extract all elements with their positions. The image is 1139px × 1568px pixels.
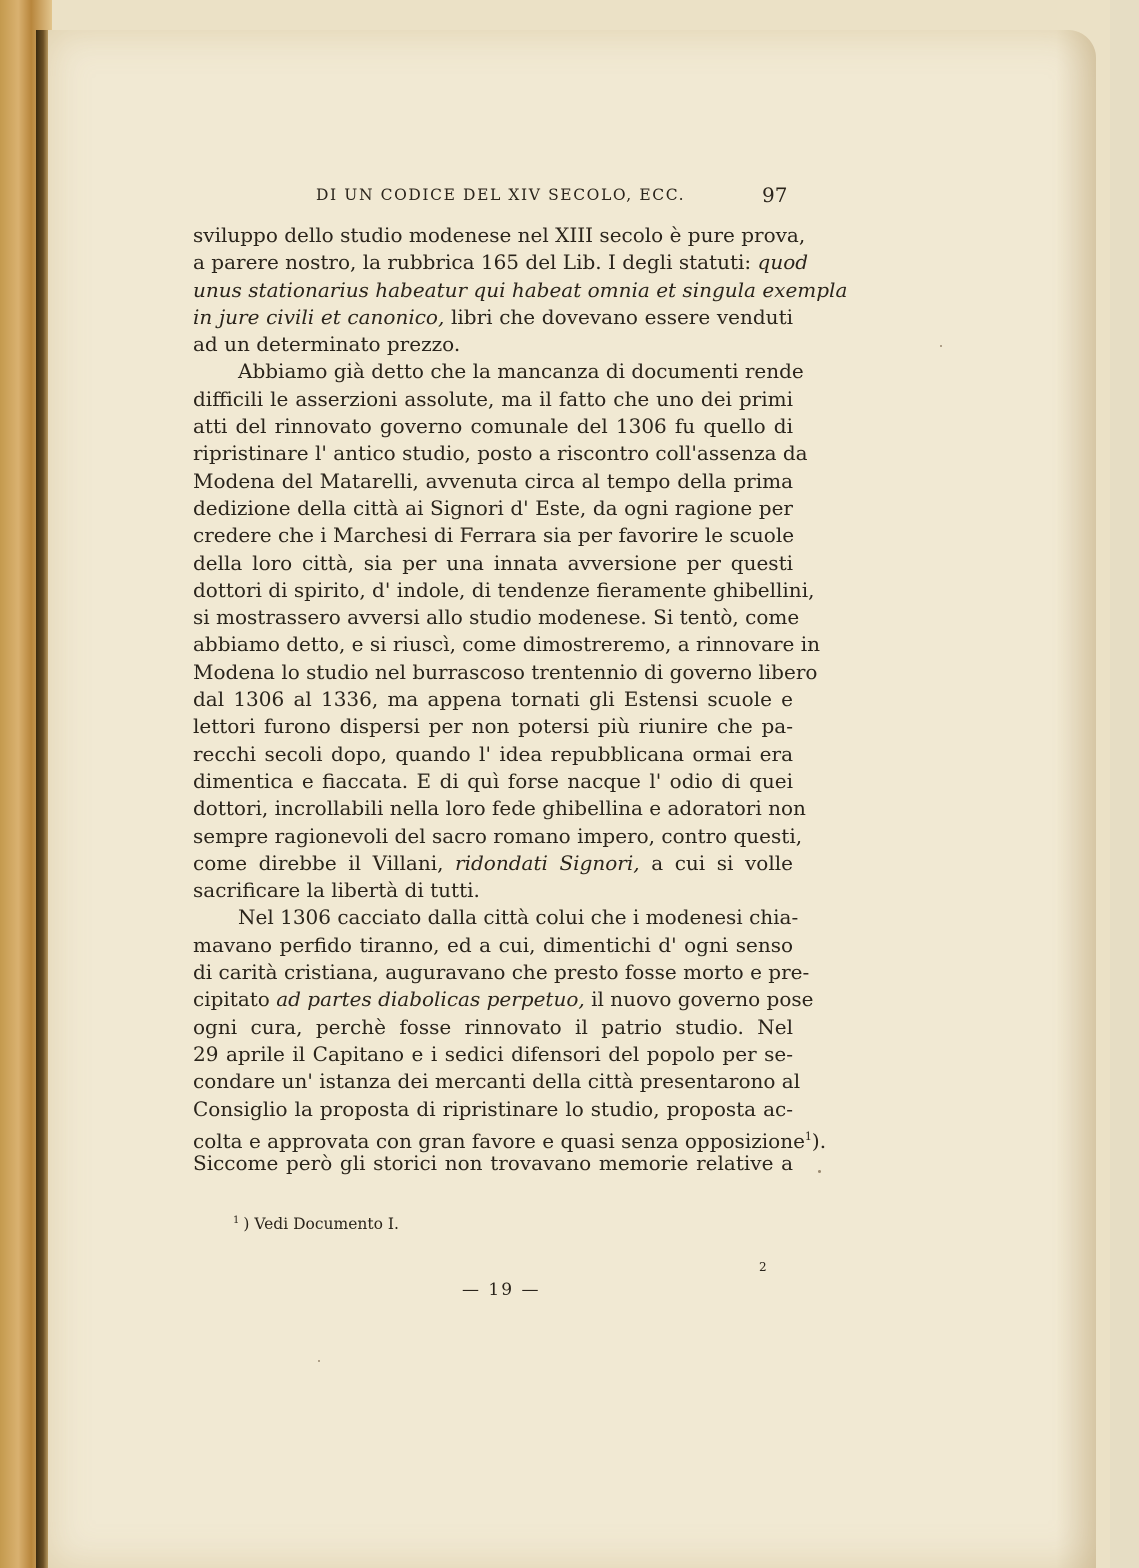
text-line: credere che i Marchesi di Ferrara sia per favorire le scuole (193, 523, 795, 548)
text-line: ogni cura, perchè fosse rinnovato il patrio studio. Nel (193, 1014, 793, 1039)
text-line: della loro città, sia per una innata avversione per questi (193, 550, 793, 575)
text-line: abbiamo detto, e si riuscì, come dimostreremo, a rinnovare in (193, 632, 821, 657)
text-line: dottori di spirito, d' indole, di tendenze fieramente ghibellini, (193, 577, 815, 602)
text-line: Consiglio la proposta di ripristinare lo studio, proposta ac- (193, 1096, 793, 1121)
text-line: dal 1306 al 1336, ma appena tornati gli Estensi scuole e (193, 687, 793, 712)
text-line: cipitato ad partes diabolicas perpetuo, il nuovo governo pose (193, 987, 814, 1012)
body-text (193, 222, 848, 1177)
text-line: ripristinare l' antico studio, posto a riscontro coll'assenza da (193, 441, 808, 466)
paragraph-start-line: Nel 1306 cacciato dalla città colui che i modenesi chia- (238, 905, 799, 930)
text-line: sacrificare la libertà di tutti. (193, 878, 480, 903)
text-line: si mostrassero avversi allo studio modenese. Si tentò, come (193, 605, 800, 630)
text-line: dedizione della città ai Signori d' Este, da ogni ragione per (193, 495, 793, 520)
text-line: colta e approvata con gran favore e quasi senza opposizione$^1$). (193, 1128, 827, 1153)
paragraph-start-line: Abbiamo già detto che la mancanza di documenti rende (238, 359, 804, 384)
text-line: mavano perfido tiranno, ed a cui, dimentichi d' ogni senso (193, 932, 793, 957)
page-number: — 19 — (462, 1280, 541, 1300)
text-line: Siccome però gli storici non trovavano memorie relative a (193, 1151, 793, 1176)
scanner-margin (1110, 0, 1139, 1568)
folio-number: 97 (762, 183, 788, 207)
text-line: 29 aprile il Capitano e i sedici difensori del popolo per se- (193, 1041, 793, 1066)
text-line: sempre ragionevoli del sacro romano impero, contro questi, (193, 823, 803, 848)
text-line: recchi secoli dopo, quando l' idea repubblicana ormai era (193, 741, 793, 766)
text-line: di carità cristiana, auguravano che presto fosse morto e pre- (193, 960, 810, 985)
paper-speck (818, 1170, 821, 1173)
footnote (233, 1215, 399, 1233)
text-line: dimentica e fiaccata. E di quì forse nacque l' odio di quei (193, 768, 793, 793)
text-line: dottori, incrollabili nella loro fede ghibellina e adoratori non (193, 796, 806, 821)
text-line: Modena del Matarelli, avvenuta circa al tempo della prima (193, 468, 793, 493)
running-title: DI UN CODICE DEL XIV SECOLO, ECC. (316, 186, 686, 204)
text-line: a parere nostro, la rubbrica 165 del Lib. I degli statuti: quod (193, 250, 809, 275)
text-line: in jure civili et canonico, libri che dovevano essere venduti (193, 304, 793, 329)
text-line: atti del rinnovato governo comunale del 1306 fu quello di (193, 414, 793, 439)
signature-mark: 2 (759, 1260, 767, 1274)
binding-shadow (36, 30, 48, 1568)
footnote-text: ) Vedi Documento I. (243, 1215, 399, 1233)
text-line: difficili le asserzioni assolute, ma il fatto che uno dei primi (193, 386, 793, 411)
paper-speck (318, 1360, 320, 1362)
text-line: unus stationarius habeatur qui habeat omnia et singula exempla (193, 277, 848, 302)
text-line: come direbbe il Villani, ridondati Signori, a cui si volle (193, 850, 793, 875)
footnote-marker: 1 (233, 1215, 240, 1226)
text-line: Modena lo studio nel burrascoso trentennio di governo libero (193, 659, 818, 684)
text-line: condare un' istanza dei mercanti della città presentarono al (193, 1069, 801, 1094)
footnote-reference: 1 (804, 1129, 812, 1143)
text-line: sviluppo dello studio modenese nel XIII secolo è pure prova, (193, 223, 806, 247)
text-line: ad un determinato prezzo. (193, 332, 461, 357)
text-line: lettori furono dispersi per non potersi più riunire che pa- (193, 714, 793, 739)
paper-speck (940, 345, 942, 347)
